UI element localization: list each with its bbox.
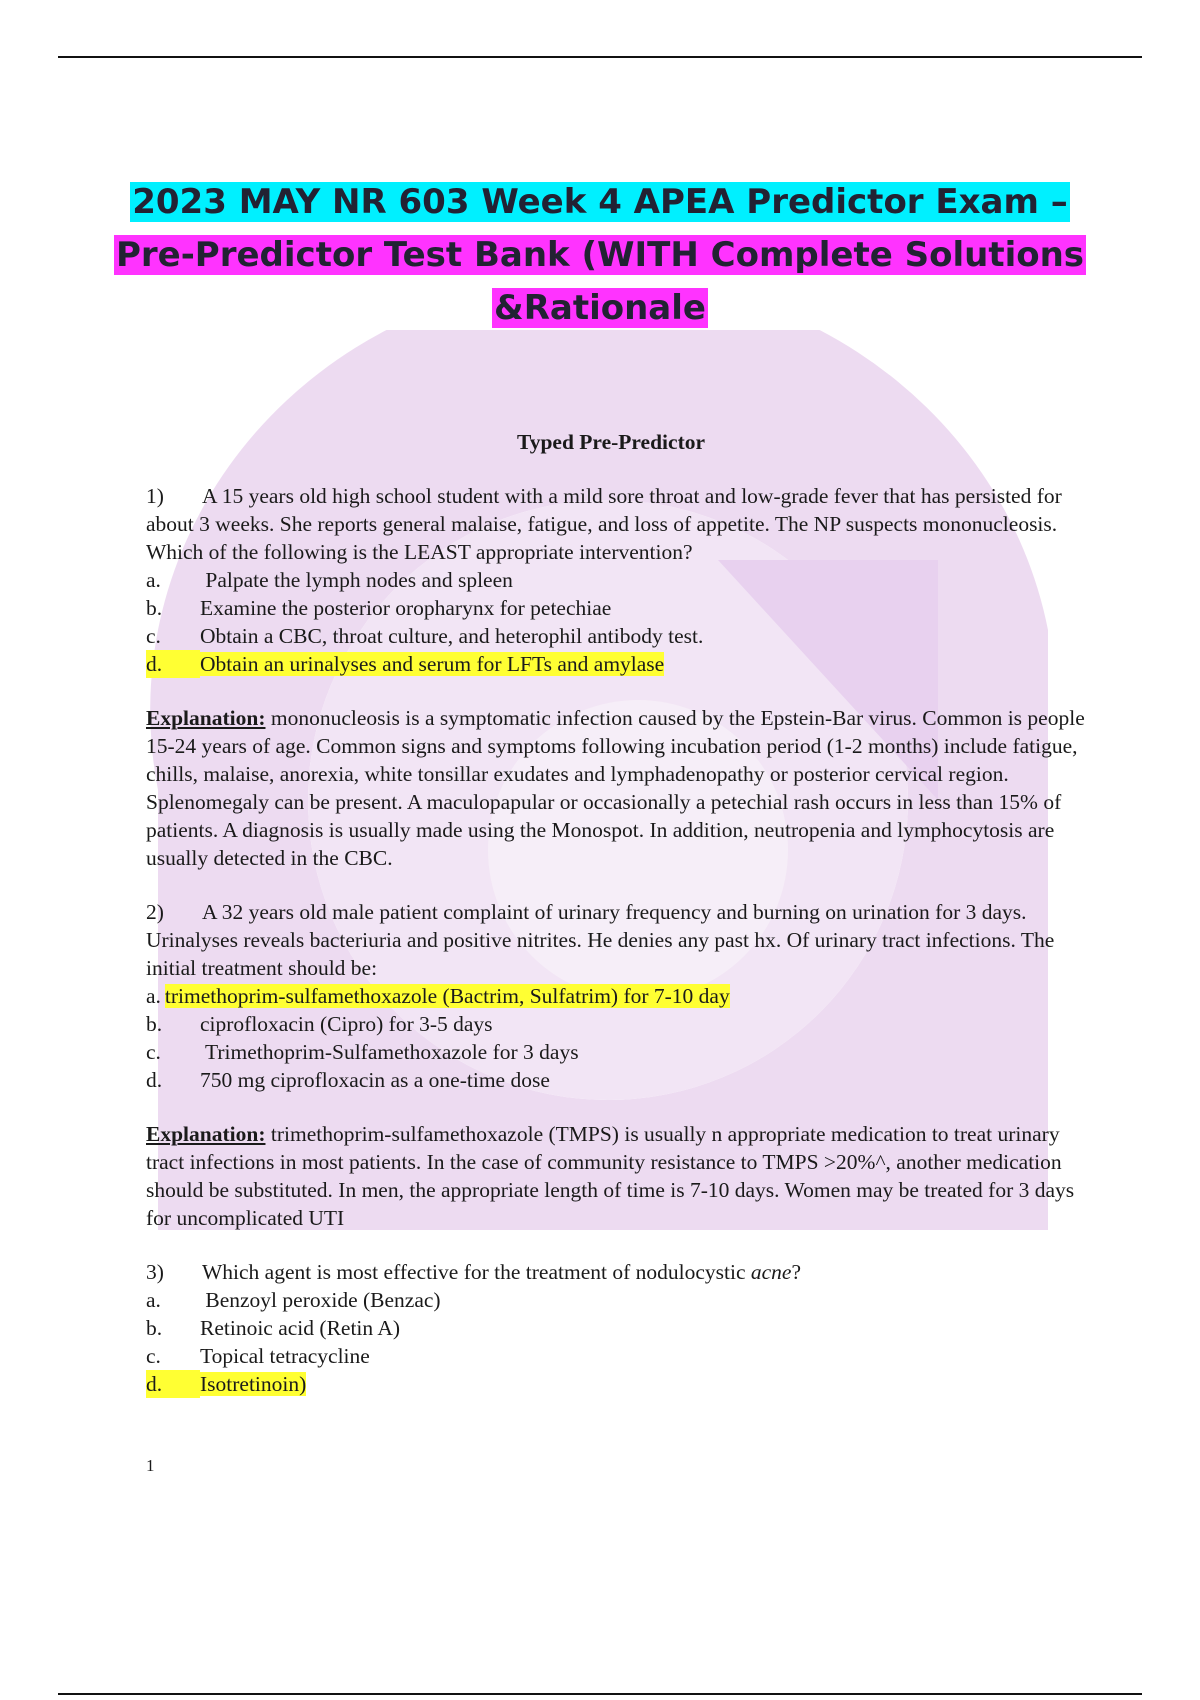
answer-option-a: a. Palpate the lymph nodes and spleen <box>146 568 513 592</box>
answer-option-b: b. Retinoic acid (Retin A) <box>146 1316 401 1340</box>
title-line-2: Pre-Predictor Test Bank (WITH Complete Solutions <box>115 235 1085 275</box>
answer-option-b: b. ciprofloxacin (Cipro) for 3-5 days <box>146 1012 493 1036</box>
answer-option-b: b. Examine the posterior oropharynx for petechiae <box>146 596 612 620</box>
question-text <box>146 898 1096 982</box>
explanation-label: Explanation: <box>146 1122 266 1146</box>
explanation <box>146 1120 1096 1232</box>
explanation-text: mononucleosis is a symptomatic infection caused by the Epstein-Bar virus. Common is people 15-24 years of age. Common signs and symptoms following incubation period (1-2 months) include fatigue, chills, malaise, anorexia, white tonsillar exudates and lymphadenopathy or posterior cervical region. Splenomegaly can be present. A maculopapular or occasionally a petechial rash occurs in less than 15% of patients. A diagnosis is usually made using the Monospot. In addition, neutropenia and lymphocytosis are usually detected in the CBC. <box>146 706 1085 870</box>
top-rule <box>58 56 1142 58</box>
answer-option-d: d. 750 mg ciprofloxacin as a one-time dose <box>146 1068 550 1092</box>
question-1 <box>146 482 1096 872</box>
answer-option-a-correct: a. trimethoprim-sulfamethoxazole (Bactrim, Sulfatrim) for 7-10 day <box>146 984 730 1008</box>
question-number: 3) <box>146 1260 164 1284</box>
explanation-label: Explanation: <box>146 706 266 730</box>
page-number: 1 <box>146 1456 155 1475</box>
question-2 <box>146 898 1096 1232</box>
document-body <box>146 428 1096 1398</box>
question-number: 1) <box>146 484 164 508</box>
question-text: 3) Which agent is most effective for the treatment of nodulocystic acne? <box>146 1260 802 1284</box>
explanation <box>146 704 1096 872</box>
bottom-rule <box>58 1693 1142 1695</box>
answer-option-c: c. Topical tetracycline <box>146 1344 370 1368</box>
section-subtitle: Typed Pre-Predictor <box>516 430 706 454</box>
answer-option-d-correct: d. Isotretinoin) <box>146 1372 307 1396</box>
answer-option-c: c. Obtain a CBC, throat culture, and heterophil antibody test. <box>146 624 704 648</box>
answer-option-c: c. Trimethoprim-Sulfamethoxazole for 3 days <box>146 1040 579 1064</box>
question-text <box>146 482 1096 566</box>
question-3 <box>146 1258 1096 1398</box>
document-title <box>0 176 1200 335</box>
answer-option-d-correct: d. Obtain an urinalyses and serum for LFTs and amylase <box>146 652 665 676</box>
question-number: 2) <box>146 900 164 924</box>
title-line-1: 2023 MAY NR 603 Week 4 APEA Predictor Exam – <box>132 182 1068 222</box>
question-stem: A 32 years old male patient complaint of urinary frequency and burning on urination for 3 days. Urinalyses reveals bacteriuria and positive nitrites. He denies any past hx. Of urinary tract infections. The initial treatment should be: <box>146 900 1055 980</box>
explanation-text: trimethoprim-sulfamethoxazole (TMPS) is usually n appropriate medication to treat urinary tract infections in most patients. In the case of community resistance to TMPS >20%^, another medication should be substituted. In men, the appropriate length of time is 7-10 days. Women may be treated for 3 days for uncomplicated UTI <box>146 1122 1075 1230</box>
title-line-3: &Rationale <box>494 288 706 328</box>
answer-option-a: a. Benzoyl peroxide (Benzac) <box>146 1288 441 1312</box>
question-stem: A 15 years old high school student with a mild sore throat and low-grade fever that has persisted for about 3 weeks. She reports general malaise, fatigue, and loss of appetite. The NP suspects mononucleosis. Which of the following is the LEAST appropriate intervention? <box>146 484 1062 564</box>
